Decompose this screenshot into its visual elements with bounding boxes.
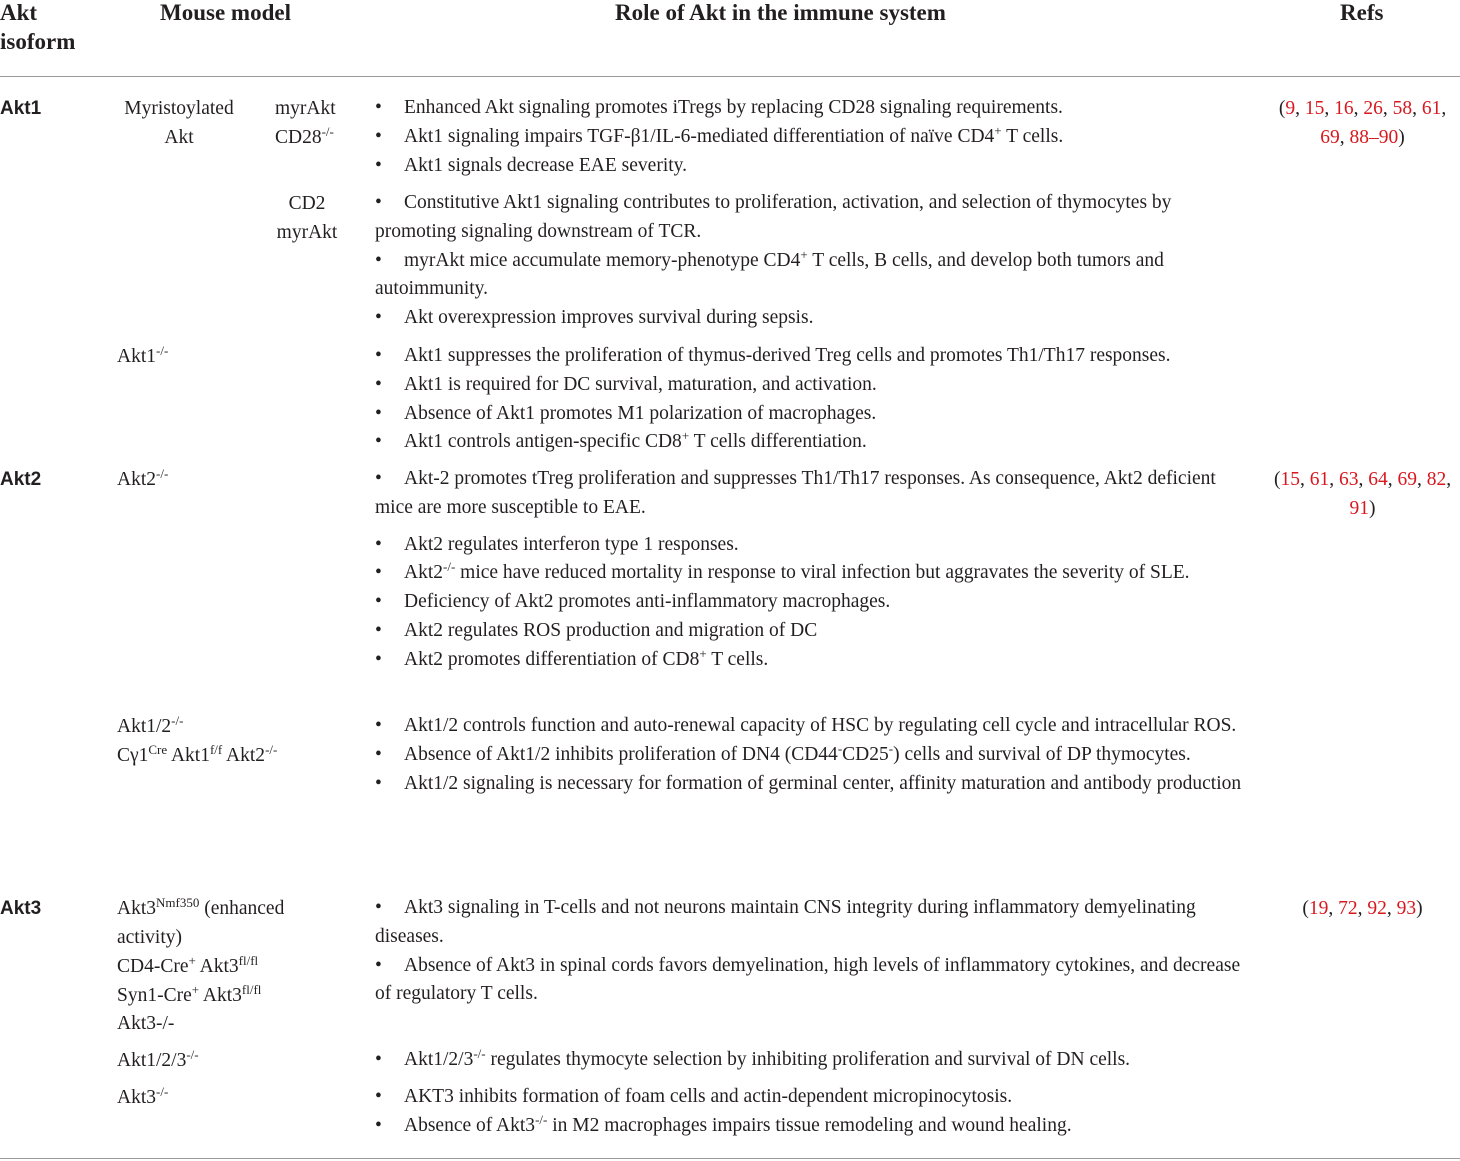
- ref-link[interactable]: 61: [1421, 98, 1442, 119]
- ref-link[interactable]: 91: [1349, 498, 1369, 519]
- list-item: • Absence of Akt1 promotes M1 polarization of macrophages.: [375, 402, 877, 424]
- ref-link[interactable]: 93: [1396, 898, 1417, 919]
- ref-link[interactable]: 19: [1308, 898, 1329, 919]
- model-myrakt-cd28: myrAkt CD28-/-: [275, 98, 336, 148]
- list-item: • Akt1/2 signaling is necessary for formation of germinal center, affinity maturation and antibody production: [375, 772, 1242, 794]
- isoform-akt1: Akt1: [0, 98, 42, 119]
- list-item: • Akt2 regulates interferon type 1 responses.: [375, 533, 739, 555]
- header-mouse-model: Mouse model: [160, 0, 291, 25]
- ref-link[interactable]: 88–90: [1349, 127, 1399, 148]
- model-akt3-nmf350: $Akt3^{Nmf350}$ (enhanced activity): [117, 895, 285, 948]
- model-cd4cre-akt3flfl: CD4-Cre+ $Akt3^{fl/fl}$: [117, 953, 259, 977]
- list-item: • Akt1 signals decrease EAE severity.: [375, 154, 688, 176]
- ref-link[interactable]: 63: [1338, 469, 1359, 490]
- ref-link[interactable]: 82: [1426, 469, 1447, 490]
- list-item: • Enhanced Akt signaling promotes iTregs by replacing CD28 signaling requirements.: [375, 97, 1063, 118]
- list-item: • Deficiency of Akt2 promotes anti-inflammatory macrophages.: [375, 591, 891, 613]
- ref-link[interactable]: 26: [1363, 98, 1383, 119]
- model-akt12-ko: Akt1/2-/-: [117, 713, 184, 737]
- header-role: Role of Akt in the immune system: [615, 0, 946, 25]
- model-syn1cre-akt3flfl: Syn1-Cre+ $Akt3^{fl/fl}$: [117, 982, 262, 1006]
- refs-akt2: (15, 61, 63, 64, 69, 82, 91): [1273, 469, 1452, 519]
- model-akt3-ko: Akt3-/-: [117, 1084, 169, 1108]
- list-item: • Akt1/2/3-/- regulates thymocyte selection by inhibiting proliferation and survival of DN cells.: [375, 1046, 1131, 1070]
- ref-link[interactable]: 9: [1285, 98, 1296, 119]
- role-block-cd2-myrakt: [375, 189, 1255, 333]
- list-item: • Akt3 signaling in T-cells and not neurons maintain CNS integrity during inflammatory demyelinating diseases.: [375, 897, 1196, 947]
- ref-link[interactable]: 61: [1309, 469, 1330, 490]
- model-cg1cre-akt1ff-akt2ko: $C\gamma 1^{Cre}$ $Akt1^{f/f}$ Akt2-/-: [117, 742, 278, 766]
- list-item: • myrAkt mice accumulate memory-phenotype CD4+ T cells, B cells, and develop both tumors and autoimmunity.: [375, 246, 1164, 300]
- ref-link[interactable]: 58: [1392, 98, 1413, 119]
- header-rule: [0, 76, 1460, 77]
- list-item: • Akt-2 promotes tTreg proliferation and suppresses Th1/Th17 responses. As consequence, Akt2 deficient mice are more susceptible to EAE.: [375, 468, 1216, 518]
- list-item: • Constitutive Akt1 signaling contributes to proliferation, activation, and selection of thymocytes by promoting signaling downstream of TCR.: [375, 192, 1172, 242]
- role-block-akt1-ko: [375, 342, 1255, 457]
- isoform-akt3: Akt3: [0, 898, 42, 919]
- list-item: • Absence of Akt3 in spinal cords favors demyelination, high levels of inflammatory cytokines, and decrease of regulatory T cells.: [375, 954, 1241, 1005]
- list-item: • Absence of Akt3-/- in M2 macrophages impairs tissue remodeling and wound healing.: [375, 1111, 1072, 1136]
- list-item: • Akt overexpression improves survival during sepsis.: [375, 307, 814, 329]
- list-item: • Absence of Akt1/2 inhibits proliferation of DN4 (CD44-CD25-) cells and survival of DP thymocytes.: [375, 740, 1191, 765]
- list-item: • Akt1 signaling impairs TGF-β1/IL-6-mediated differentiation of naïve CD4+ T cells.: [375, 122, 1064, 147]
- refs-akt3: (19, 72, 92, 93): [1302, 898, 1423, 919]
- role-block-akt3-ko: [375, 1083, 1255, 1141]
- list-item: • Akt1 suppresses the proliferation of thymus-derived Treg cells and promotes Th1/Th17 responses.: [375, 345, 1171, 366]
- model-cd2-myrakt: CD2 myrAkt: [276, 193, 338, 243]
- ref-link[interactable]: 15: [1280, 469, 1300, 490]
- model-akt1-ko: Akt1-/-: [117, 343, 169, 367]
- isoform-akt2: Akt2: [0, 469, 42, 490]
- footer-rule: [0, 1158, 1460, 1159]
- model-akt2-ko: Akt2-/-: [117, 466, 169, 490]
- list-item: • Akt1/2 controls function and auto-renewal capacity of HSC by regulating cell cycle and intracellular ROS.: [375, 715, 1237, 736]
- list-item: • Akt2 regulates ROS production and migration of DC: [375, 619, 818, 641]
- model-myristoylated-akt: Myristoylated Akt: [124, 98, 234, 148]
- ref-link[interactable]: 16: [1334, 98, 1354, 119]
- list-item: • Akt2-/- mice have reduced mortality in response to viral infection but aggravates the severity of SLE.: [375, 559, 1190, 584]
- model-akt123-ko: Akt1/2/3-/-: [117, 1047, 199, 1071]
- role-block-akt2-ko: [375, 465, 1255, 675]
- header-isoform: Akt isoform: [0, 0, 76, 54]
- header-refs: Refs: [1340, 0, 1384, 25]
- role-block-akt3-nmf350: [375, 894, 1255, 1009]
- list-item: • AKT3 inhibits formation of foam cells and actin-dependent micropinocytosis.: [375, 1086, 1013, 1107]
- ref-link[interactable]: 69: [1397, 469, 1417, 490]
- role-block-myrakt-cd28: [375, 94, 1255, 180]
- ref-link[interactable]: 15: [1304, 98, 1325, 119]
- ref-link[interactable]: 72: [1338, 898, 1358, 919]
- list-item: • Akt2 promotes differentiation of CD8+ T cells.: [375, 645, 769, 670]
- list-item: • Akt1 controls antigen-specific CD8+ T cells differentiation.: [375, 428, 867, 453]
- ref-link[interactable]: 64: [1368, 469, 1388, 490]
- refs-akt1: (9, 15, 16, 26, 58, 61, 69, 88–90): [1278, 98, 1447, 148]
- ref-link[interactable]: 69: [1320, 127, 1340, 148]
- ref-link[interactable]: 92: [1367, 898, 1387, 919]
- role-block-akt12-ko: [375, 712, 1255, 798]
- list-item: • Akt1 is required for DC survival, maturation, and activation.: [375, 373, 877, 395]
- role-block-akt123-ko: [375, 1046, 1255, 1075]
- model-akt3-ko-plain: Akt3-/-: [117, 1013, 175, 1034]
- model-label: myrAkt CD28: [275, 98, 336, 148]
